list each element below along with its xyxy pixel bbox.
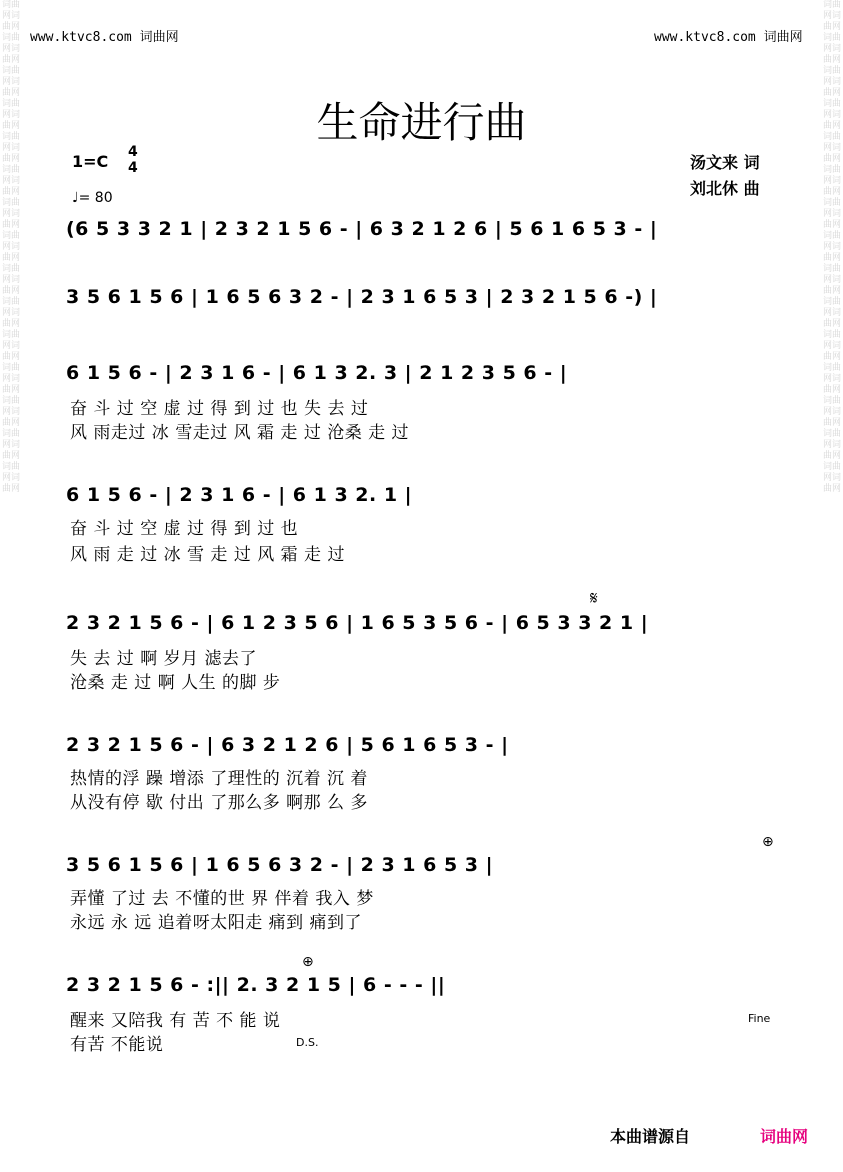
score-line-5: 2 3 2 1 5 6 - | 6 1 2 3 5 6 | 1 6 5 3 5 6 - | 6 5 3 3 2 1 |	[66, 612, 649, 634]
meter-bottom: 4	[128, 160, 138, 176]
lyric-line-8-verse1: 醒来 又陪我 有 苦 不 能 说	[70, 1011, 281, 1031]
header-site-right[interactable]: www.ktvc8.com 词曲网	[654, 30, 803, 45]
footer-site-link[interactable]: 词曲网	[760, 1127, 809, 1146]
score-line-4: 6 1 5 6 - | 2 3 1 6 - | 6 1 3 2. 1 |	[66, 484, 413, 506]
lyric-line-3-verse1: 奋 斗 过 空 虚 过 得 到 过 也 失 去 过	[70, 399, 369, 419]
watermark-left	[2, 0, 20, 1172]
lyric-line-4-verse1: 奋 斗 过 空 虚 过 得 到 过 也	[70, 519, 299, 539]
score-line-2: 3 5 6 1 5 6 | 1 6 5 6 3 2 - | 2 3 1 6 5 3 | 2 3 2 1 5 6 -) |	[66, 286, 658, 308]
score-line-6: 2 3 2 1 5 6 - | 6 3 2 1 2 6 | 5 6 1 6 5 3 - |	[66, 734, 509, 756]
lyric-line-4-verse2: 风 雨 走 过 冰 雪 走 过 风 霜 走 过	[70, 545, 345, 565]
lyric-line-7-verse1: 弄懂 了过 去 不懂的世 界 伴着 我入 梦	[70, 889, 374, 909]
watermark-right	[823, 0, 841, 1172]
header-site-left[interactable]: www.ktvc8.com 词曲网	[30, 30, 179, 45]
watermark-text-left: 词曲网词曲网词曲网词曲网词曲网词曲网词曲网词曲网词曲网词曲网词曲网词曲网词曲网词曲网词曲网词曲网词曲网词曲网词曲网词曲网词曲网词曲网词曲网词曲网词曲网词曲网词曲网词曲网词曲网词曲网	[2, 0, 20, 494]
song-title: 生命进行曲	[316, 98, 527, 147]
footer-source: 本曲谱源自	[610, 1127, 691, 1146]
meter-top: 4	[128, 144, 138, 160]
lyric-line-3-verse2: 风 雨走过 冰 雪走过 风 霜 走 过 沧桑 走 过	[70, 423, 410, 443]
tempo-mark: ♩= 80	[72, 190, 113, 206]
watermark-text-right: 词曲网词曲网词曲网词曲网词曲网词曲网词曲网词曲网词曲网词曲网词曲网词曲网词曲网词曲网词曲网词曲网词曲网词曲网词曲网词曲网词曲网词曲网词曲网词曲网词曲网词曲网词曲网词曲网词曲网词曲网	[823, 0, 841, 494]
segno-mark: 𝄋	[590, 588, 598, 609]
time-signature	[128, 144, 138, 176]
lyric-line-8-verse2: 有苦 不能说	[70, 1035, 164, 1055]
score-line-8: 2 3 2 1 5 6 - :|| 2. 3 2 1 5 | 6 - - - ||	[66, 974, 446, 996]
lyric-line-6-verse2: 从没有停 歇 付出 了那么多 啊那 么 多	[70, 793, 368, 813]
composer-credit: 刘北休 曲	[690, 179, 760, 198]
lyric-line-5-verse1: 失 去 过 啊 岁月 滤去了	[70, 649, 258, 669]
score-line-3: 6 1 5 6 - | 2 3 1 6 - | 6 1 3 2. 3 | 2 1 2 3 5 6 - |	[66, 362, 568, 384]
score-line-1: (6 5 3 3 2 1 | 2 3 2 1 5 6 - | 6 3 2 1 2 6 | 5 6 1 6 5 3 - |	[66, 218, 658, 240]
lyricist-credit: 汤文来 词	[690, 153, 760, 172]
coda-mark-1: ⊕	[762, 834, 774, 850]
coda-mark-2: ⊕	[302, 954, 314, 970]
lyric-line-7-verse2: 永远 永 远 追着呀太阳走 痛到 痛到了	[70, 913, 363, 933]
fine-mark: Fine	[748, 1012, 771, 1025]
key-signature: 1=C	[72, 152, 109, 171]
ds-mark: D.S.	[296, 1036, 319, 1049]
lyric-line-6-verse1: 热情的浮 躁 增添 了理性的 沉着 沉 着	[70, 769, 368, 789]
lyric-line-5-verse2: 沧桑 走 过 啊 人生 的脚 步	[70, 673, 281, 693]
score-line-7: 3 5 6 1 5 6 | 1 6 5 6 3 2 - | 2 3 1 6 5 3 |	[66, 854, 494, 876]
